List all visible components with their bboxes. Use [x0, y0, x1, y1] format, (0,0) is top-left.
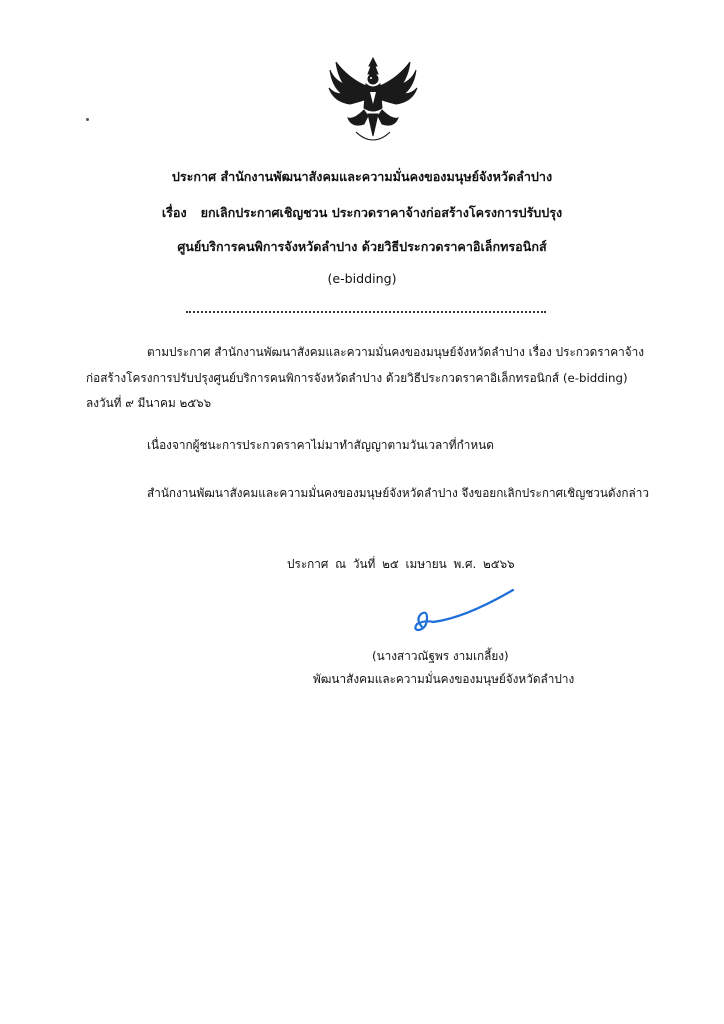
signer-name: (นางสาวณัฐพร งามเกลี้ยง)	[372, 649, 509, 663]
paragraph2: เนื่องจากผู้ชนะการประกวดราคาไม่มาทำสัญญาตามวันเวลาที่กำหนด	[147, 438, 494, 452]
signature	[405, 584, 517, 640]
announce-date: ประกาศ ณ วันที่ ๒๕ เมษายน พ.ศ. ๒๕๖๖	[287, 557, 515, 571]
subject-text-line2: ศูนย์บริการคนพิการจังหวัดลำปาง ด้วยวิธีประกวดราคาอิเล็กทรอนิกส์	[177, 239, 547, 254]
announcement-subject	[120, 203, 604, 223]
announcement-title: ประกาศ สำนักงานพัฒนาสังคมและความมั่นคงของมนุษย์จังหวัดลำปาง	[171, 169, 553, 184]
garuda-emblem-icon	[326, 56, 420, 150]
signer-title: พัฒนาสังคมและความมั่นคงของมนุษย์จังหวัดลำปาง	[313, 672, 575, 686]
paragraph1-line3: ลงวันที่ ๙ มีนาคม ๒๕๖๖	[86, 396, 212, 410]
paragraph3: สำนักงานพัฒนาสังคมและความมั่นคงของมนุษย์จังหวัดลำปาง จึงขอยกเลิกประกาศเชิญชวนดังกล่าว	[147, 486, 649, 500]
scan-speck	[86, 118, 89, 121]
subject-text-line3: (e-bidding)	[327, 271, 397, 286]
paragraph1-line1: ตามประกาศ สำนักงานพัฒนาสังคมและความมั่นคงของมนุษย์จังหวัดลำปาง เรื่อง ประกวดราคาจ้าง	[147, 345, 645, 359]
dotted-divider	[186, 311, 546, 313]
subject-label: เรื่อง	[161, 205, 187, 220]
subject-text-line1: ยกเลิกประกาศเชิญชวน ประกวดราคาจ้างก่อสร้างโครงการปรับปรุง	[200, 205, 563, 220]
paragraph1-line2: ก่อสร้างโครงการปรับปรุงศูนย์บริการคนพิการจังหวัดลำปาง ด้วยวิธีประกวดราคาอิเล็กทรอนิกส์ (e-bidding)	[86, 371, 628, 385]
